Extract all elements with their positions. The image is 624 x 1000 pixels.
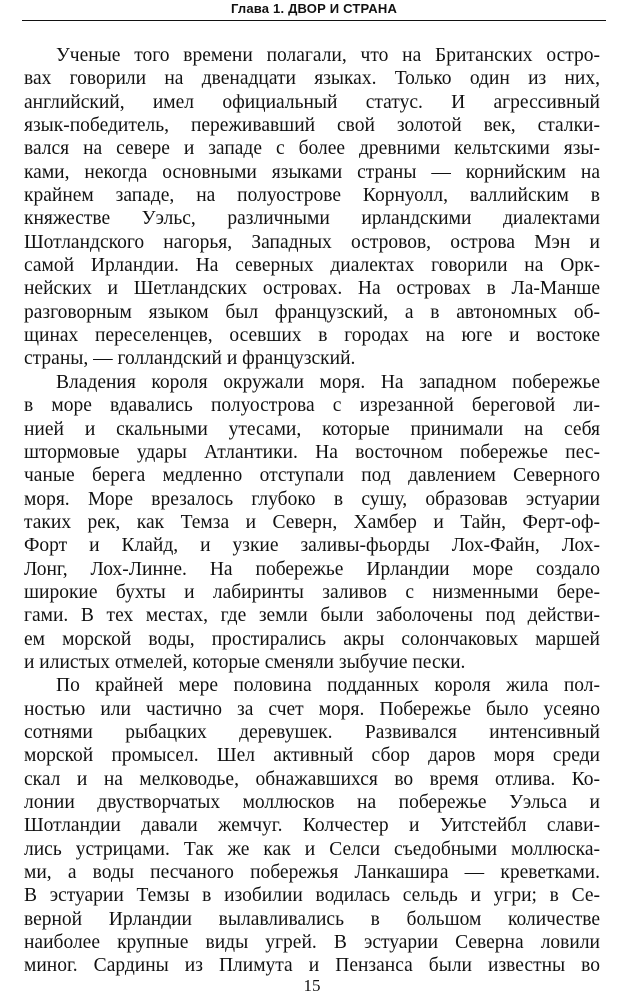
page-number: 15	[303, 976, 321, 995]
text-line: чаные берега медленно отступали под давлением Северного	[24, 465, 600, 487]
paragraph-2	[24, 371, 600, 674]
text-line: язык-победитель, переживавший свой золотой век, сталки-	[24, 115, 600, 137]
text-line: Ученые того времени полагали, что на Британских остро-	[56, 45, 600, 66]
text-line: Шотландского нагорья, Западных островов, острова Мэн и	[24, 231, 600, 253]
text-line: ми, а воды песчаного побережья Ланкашира — креветками.	[24, 862, 600, 884]
text-line: княжестве Уэльс, различными ирландскими диалектами	[24, 208, 600, 230]
text-line: в море вдавались полуострова с изрезанной береговой ли-	[24, 395, 600, 417]
text-line: миног. Сардины из Плимута и Пензанса были известны во	[24, 955, 600, 977]
text-line: крайнем западе, на полуострове Корнуолл, валлийским в	[24, 185, 600, 207]
text-line: английский, имел официальный статус. И агрессивный	[24, 91, 600, 113]
text-line: вался на севере и западе с более древними кельтскими язы-	[24, 138, 600, 160]
text-line: страны, — голландский и французский.	[24, 348, 356, 370]
text-line: широкие бухты и лабиринты заливов с низменными бере-	[24, 581, 600, 603]
text-line: Форт и Клайд, и узкие заливы-фьорды Лох-Файн, Лох-	[24, 535, 600, 557]
running-header: Глава 1. ДВОР И СТРАНА	[230, 1, 398, 16]
text-line: таких рек, как Темза и Северн, Хамбер и Тайн, Ферт-оф-	[24, 511, 600, 533]
text-line: вах говорили на двенадцати языках. Только один из них,	[24, 68, 600, 90]
text-line: скал и на мелководье, обнажавшихся во время отлива. Ко-	[24, 768, 600, 790]
text-line: ем морской воды, простирались акры солончаковых маршей	[24, 628, 600, 650]
body-text	[24, 44, 600, 978]
text-line: лись устрицами. Так же как и Селси съедобными моллюска-	[24, 838, 600, 860]
text-line: лонии двустворчатых моллюсков на побережье Уэльса и	[24, 792, 600, 813]
text-line: По крайней мере половина подданных короля жила пол-	[56, 675, 600, 697]
text-line: гами. В тех местах, где земли были заболочены под действи-	[24, 605, 600, 627]
text-line: ками, некогда основными языками страны — корнийским на	[24, 161, 600, 183]
text-line: Лонг, Лох-Линне. На побережье Ирландии море создало	[24, 558, 600, 580]
text-line: моря. Море врезалось глубоко в сушу, образовав эстуарии	[24, 488, 600, 510]
text-line: ностью или частично за счет моря. Побережье было усеяно	[24, 698, 600, 720]
header-rule	[22, 20, 606, 21]
text-line: щинах переселенцев, осевших в городах на юге и востоке	[24, 325, 600, 347]
text-line: и илистых отмелей, которые сменяли зыбучие пески.	[24, 651, 466, 673]
paragraph-3	[24, 674, 600, 977]
text-line: самой Ирландии. На северных диалектах говорили на Орк-	[24, 255, 600, 277]
text-line: нией и скальными утесами, которые принимали на себя	[24, 418, 600, 440]
text-line: нейских и Шетландских островах. На островах в Ла-Манше	[24, 278, 600, 300]
text-line: В эстуарии Темзы в изобилии водилась сельдь и угри; в Се-	[24, 885, 600, 907]
text-line: Владения короля окружали моря. На западном побережье	[56, 371, 600, 393]
text-line: сотнями рыбацких деревушек. Развивался интенсивный	[24, 721, 600, 743]
text-line: наиболее крупные виды угрей. В эстуарии Северна ловили	[24, 932, 600, 954]
paragraph-1	[24, 44, 600, 371]
text-line: штормовые удары Атлантики. На восточном побережье пес-	[24, 441, 600, 463]
text-line: Шотландии давали жемчуг. Колчестер и Уитстейбл слави-	[24, 815, 600, 837]
text-line: разговорным языком был французский, а в автономных об-	[24, 301, 600, 323]
text-line: верной Ирландии вылавливались в большом количестве	[24, 908, 600, 930]
text-line: морской промысел. Шел активный сбор даров моря среди	[24, 745, 600, 767]
